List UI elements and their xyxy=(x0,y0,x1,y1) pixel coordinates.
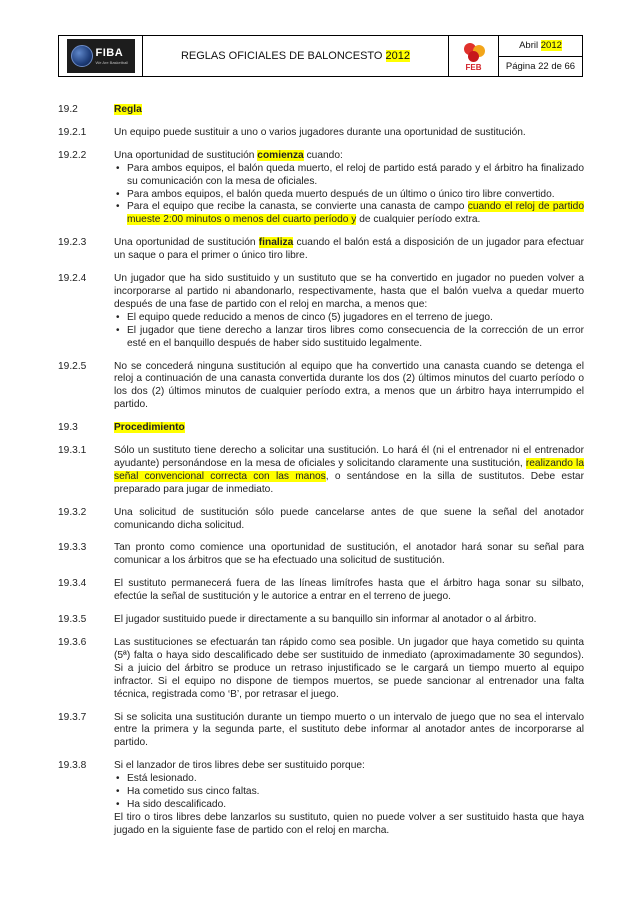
list-item: • Para ambos equipos, el balón queda muerto, el reloj de partido está parado y el árbitro ha finalizado su comunicación con la mesa de oficiales. xyxy=(114,163,584,189)
section-heading: 19.2 Regla xyxy=(58,104,142,115)
rule-paragraph: 19.3.3 Tan pronto como comience una oportunidad de sustitución, el anotador hará sonar su señal para comunicar a los árbitros que se ha efectuado una solicitud de sustitución. xyxy=(58,542,584,567)
rule-paragraph: 19.2.5 No se concederá ninguna sustitución al equipo que ha convertido una canasta cuando se detenga el reloj a continuación de una canasta convertida durante los dos (2) últimos minutos del cuarto período o los dos (2) últimos minutos de cualquier período extra, a menos que un árbitro haya interrumpido el partido. xyxy=(58,360,584,411)
bullet-list xyxy=(114,163,584,228)
rule-paragraph: 19.3.2 Una solicitud de sustitución sólo puede cancelarse antes de que suene la señal del anotador comunicando dicha solicitud. xyxy=(58,506,584,531)
section-title: Procedimiento xyxy=(114,422,185,434)
bullet-list xyxy=(114,312,584,351)
feb-logo-text: FEB xyxy=(465,62,482,72)
header-date: Abril 2012 xyxy=(499,36,582,57)
list-item: • Ha cometido sus cinco faltas. xyxy=(114,786,584,799)
fiba-logo-cell xyxy=(59,36,143,76)
rule-paragraph: 19.3.6 Las sustituciones se efectuarán tan rápido como sea posible. Un jugador que haya cometido su quinta (5ª) falta o haya sido descalificado debe ser sustituido de inmediato (aproximadamente 30 segundos). Si a juicio del árbitro se produce un retraso injustificado se le cargará un tiempo muerto al equipo infractor. Si el equipo no dispone de tiempos muertos, se puede sancionar al entrenador una falta técnica, registrada como ‘B’, por retrasar el juego. xyxy=(58,637,584,700)
document-body xyxy=(58,104,587,848)
rule-paragraph: 19.2.2 Una oportunidad de sustitución comienza cuando: • Para ambos equipos, el balón queda muerto, el reloj de partido está parado y el árbitro ha finalizado su comunicación con la mesa de oficiales. • Para ambos equipos, el balón queda muerto después de un último o único tiro libre convertido. • Para el equipo que recibe la canasta, se convierte una canasta de campo cuando el reloj de partido mueste 2:00 minutos o menos del cuarto período y de cualquier período extra. xyxy=(58,150,584,227)
page-header xyxy=(58,35,583,77)
rule-paragraph: 19.2.3 Una oportunidad de sustitución finaliza cuando el balón está a disposición de un jugador para efectuar un saque o para el primer o único tiro libre. xyxy=(58,237,587,262)
list-item: • Para el equipo que recibe la canasta, se convierte una canasta de campo cuando el reloj de partido mueste 2:00 minutos o menos del cuarto período y de cualquier período extra. xyxy=(114,201,584,227)
section-title: Regla xyxy=(114,104,142,115)
bullet-list xyxy=(114,773,584,812)
list-item: • Ha sido descalificado. xyxy=(114,799,584,812)
list-item: • Para ambos equipos, el balón queda muerto después de un último o único tiro libre convertido. xyxy=(114,189,584,202)
feb-logo-cell xyxy=(449,36,499,76)
fiba-logo xyxy=(67,39,135,73)
header-page-number: Página 22 de 66 xyxy=(505,60,576,72)
rule-paragraph: 19.3.4 El sustituto permanecerá fuera de las líneas limítrofes hasta que el árbitro haga sonar su silbato, efectúe la señal de sustitución y le autorice a entrar en el terreno de juego. xyxy=(58,578,584,603)
list-item: • El equipo quede reducido a menos de cinco (5) jugadores en el terreno de juego. xyxy=(114,312,584,325)
rule-paragraph: 19.2.4 Un jugador que ha sido sustituido y un sustituto que se ha convertido en jugador no pueden volver a incorporarse al partido ni abandonarlo, respectivamente, hasta que el balón vuelva a quedar muerto después de una fase de partido con el reloj en marcha, a menos que: • El equipo quede reducido a menos de cinco (5) jugadores en el terreno de juego. • El jugador que tiene derecho a lanzar tiros libres como consecuencia de la corrección de un error esté en el banquillo después de haber sido sustituido legalmente. xyxy=(58,273,584,350)
fiba-logo-text: FIBA xyxy=(95,46,124,59)
feb-logo-icon xyxy=(461,41,487,63)
rule-paragraph: 19.3.7 Si se solicita una sustitución durante un tiempo muerto o un intervalo de juego que no sea el intervalo entre la primera y la segunda parte, el sustituto debe informar al anotador antes de incorporarse al partido. xyxy=(58,711,584,749)
rule-paragraph: 19.3.1 Sólo un sustituto tiene derecho a solicitar una sustitución. Lo hará él (ni el entrenador ni el entrenador ayudante) personándose en la mesa de oficiales y solicitando claramente una sustitución, realizando la señal convencional correcta con las manos, o sentándose en la silla de sustitutos. Debe estar preparado para jugar de inmediato. xyxy=(58,445,587,495)
rule-paragraph: 19.2.1 Un equipo puede sustituir a uno o varios jugadores durante una oportunidad de sustitución. xyxy=(58,126,526,138)
section-heading: 19.3 Procedimiento xyxy=(58,422,185,434)
list-item: • El jugador que tiene derecho a lanzar tiros libres como consecuencia de la corrección de un error esté en el banquillo después de haber sido sustituido legalmente. xyxy=(114,325,584,351)
document-title xyxy=(143,36,449,76)
document-title-year: 2012 xyxy=(385,50,411,62)
list-item: • Está lesionado. xyxy=(114,773,584,786)
rule-paragraph: 19.3.5 El jugador sustituido puede ir directamente a su banquillo sin informar al anotador o al árbitro. xyxy=(58,614,537,626)
rule-paragraph: 19.3.8 Si el lanzador de tiros libres debe ser sustituido porque: • Está lesionado. • Ha cometido sus cinco faltas. • Ha sido descalificado. El tiro o tiros libres debe lanzarlos su sustituto, quien no puede volver a ser sustituido hasta que haya jugado en la siguiente fase de partido con el reloj en marcha. xyxy=(58,760,584,837)
header-meta xyxy=(499,36,582,76)
fiba-logo-tagline: We Are Basketball xyxy=(95,59,129,65)
basketball-icon xyxy=(71,45,93,67)
document-title-text: REGLAS OFICIALES DE BALONCESTO xyxy=(180,50,386,62)
